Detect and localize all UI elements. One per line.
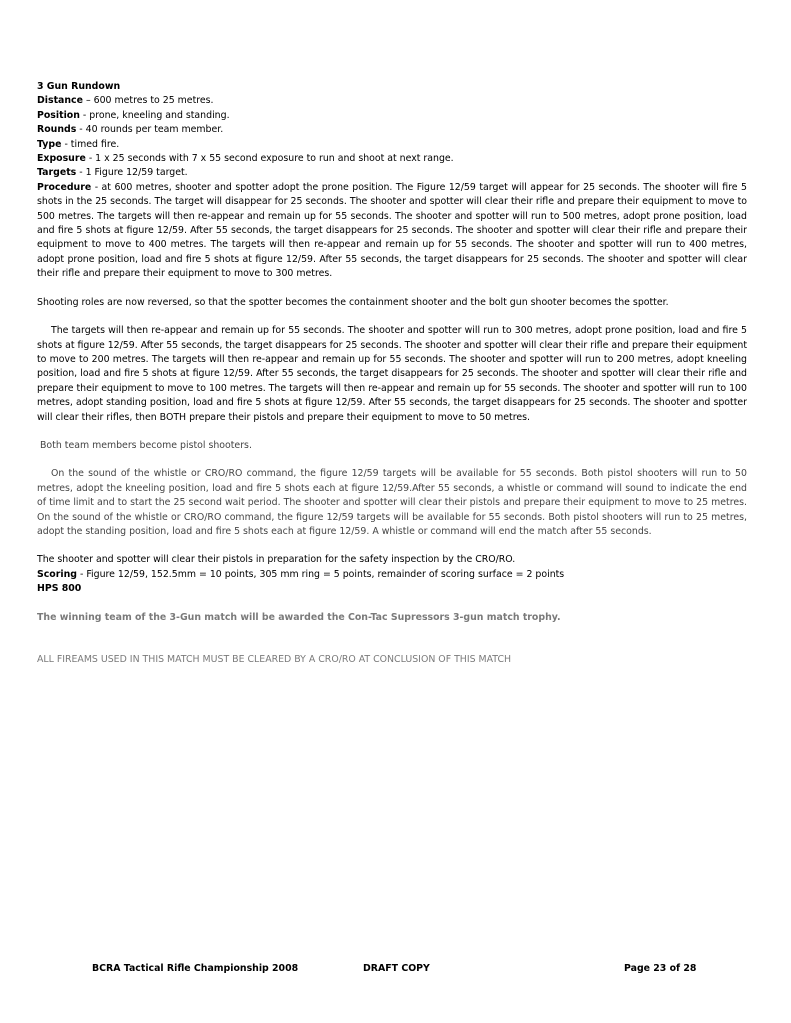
- field-value: - 40 rounds per team member.: [76, 124, 224, 136]
- roles-reversed-paragraph: Shooting roles are now reversed, so that the spotter becomes the containment shooter and the bolt gun shooter becomes the spotter.: [37, 296, 669, 308]
- footer-title: BCRA Tactical Rifle Championship 2008: [92, 963, 299, 974]
- rifle-stage-paragraph: The targets will then re-appear and remain up for 55 seconds. The shooter and spotter will run to 300 metres, adopt prone position, load and fire 5 shots at figure 12/59. After 55 seconds, the target disappears for 25 seconds. The shooter and spotter will clear their rifle and prepare their equipment to move to 200 metres. The targets will then re-appear and remain up for 55 seconds. The shooter and spotter will run to 200 metres, adopt kneeling position, load and fire 5 shots at figure 12/59. After 55 seconds, the target disappears for 25 seconds. The shooter and spotter will clear their rifle and prepare their equipment to move to 100 metres. The targets will then re-appear and remain up for 55 seconds. The shooter and spotter will run to 100 metres, adopt standing position, load and fire 5 shots at figure 12/59. After 55 seconds, the target disappears for 25 seconds. The shooter and spotter will clear their rifles, then BOTH prepare their pistols and prepare their equipment to move to 50 metres.: [37, 325, 747, 423]
- field-value: - prone, kneeling and standing.: [79, 109, 230, 121]
- field-label: Position: [37, 109, 80, 121]
- field-distance: [37, 94, 747, 108]
- field-label: Type: [37, 138, 62, 150]
- pistol-note: Both team members become pistol shooters.: [40, 439, 252, 451]
- section-title: 3 Gun Rundown: [37, 81, 121, 92]
- footer-draft: DRAFT COPY: [363, 963, 430, 974]
- field-type: [37, 138, 747, 152]
- safety-paragraph: The shooter and spotter will clear their pistols in preparation for the safety inspection by the CRO/RO.: [37, 554, 516, 566]
- field-label: Rounds: [37, 124, 77, 136]
- pistol-stage-paragraph: On the sound of the whistle or CRO/RO command, the figure 12/59 targets will be available for 55 seconds. Both pistol shooters will run to 50 metres, adopt the kneeling position, load and fire 5 shots each at figure 12/59.After 55 seconds, a whistle or command will sound to indicate the end of time limit and to start the 25 second wait period. The shooter and spotter will clear their pistols and prepare their equipment to move to 25 metres. On the sound of the whistle or CRO/RO command, the figure 12/59 targets will be available for 55 seconds. Both pistol shooters will run to 25 metres, adopt the standing position, load and fire 5 shots each at figure 12/59. A whistle or command will end the match after 55 seconds.: [37, 468, 747, 537]
- scoring-value: - Figure 12/59, 152.5mm = 10 points, 305 mm ring = 5 points, remainder of scoring surface = 2 points: [76, 568, 565, 580]
- field-value: - at 600 metres, shooter and spotter adopt the prone position. The Figure 12/59 target will appear for 25 seconds. The shooter will fire 5 shots in the 25 seconds. The target will disappear for 25 seconds. The shooter and spotter will clear their rifle and prepare their equipment to move to 500 metres. The targets will then re-appear and remain up for 55 seconds. The shooter and spotter will run to 500 metres, adopt prone position, load and fire 5 shots at figure 12/59. After 55 seconds, the target disappears for 25 seconds. The shooter and spotter will clear their rifle and prepare their equipment to move to 400 metres. The targets will then re-appear and remain up for 55 seconds. The shooter and spotter will run to 400 metres, adopt prone position, load and fire 5 shots at figure 12/59. After 55 seconds, the target disappears for 25 seconds. The shooter and spotter will clear their rifle and prepare their equipment to move to 300 metres.: [37, 181, 747, 280]
- field-value: - 1 Figure 12/59 target.: [76, 167, 188, 179]
- field-label: Targets: [37, 167, 77, 179]
- cleared-notice: ALL FIREAMS USED IN THIS MATCH MUST BE CLEARED BY A CRO/RO AT CONCLUSION OF THIS MATCH: [37, 654, 512, 665]
- scoring-label: Scoring: [37, 568, 77, 580]
- field-targets: [37, 166, 747, 180]
- hps-line: HPS 800: [37, 583, 82, 595]
- field-position: [37, 109, 747, 123]
- field-rounds: [37, 123, 747, 137]
- field-procedure: [37, 181, 747, 282]
- document-body: [37, 80, 747, 667]
- trophy-note: The winning team of the 3-Gun match will be awarded the Con-Tac Supressors 3-gun match trophy.: [37, 611, 561, 623]
- scoring-line: [37, 568, 747, 582]
- field-value: – 600 metres to 25 metres.: [82, 95, 214, 107]
- field-label: Procedure: [37, 181, 92, 193]
- field-label: Exposure: [37, 153, 86, 165]
- field-exposure: [37, 152, 747, 166]
- field-value: - timed fire.: [61, 138, 120, 150]
- field-value: - 1 x 25 seconds with 7 x 55 second exposure to run and shoot at next range.: [85, 153, 454, 165]
- field-label: Distance: [37, 95, 83, 107]
- footer-page-number: Page 23 of 28: [624, 963, 697, 974]
